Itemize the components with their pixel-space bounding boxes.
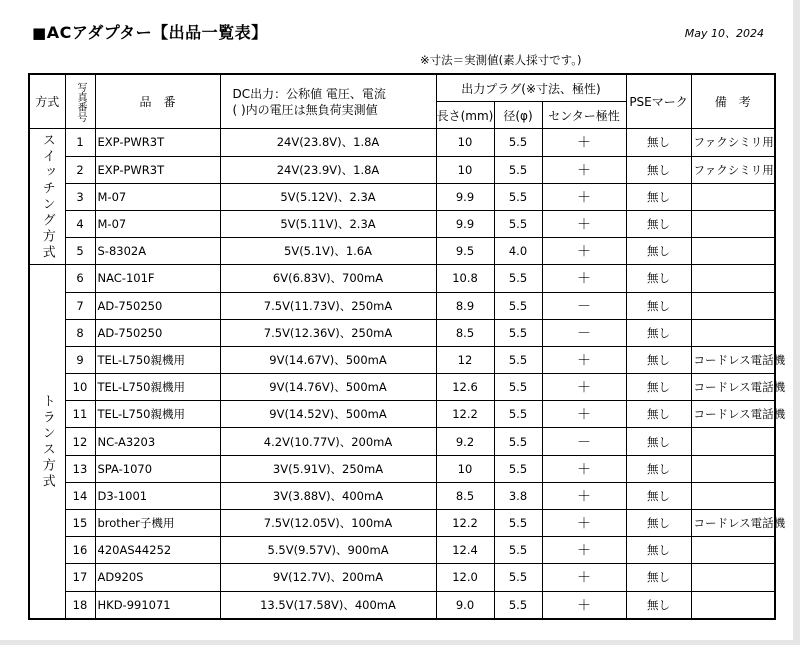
header-photo-no bbox=[65, 74, 95, 129]
table-row bbox=[29, 210, 775, 237]
cell-product: TEL-L750親機用 bbox=[95, 346, 220, 373]
cell-length: 10.8 bbox=[436, 265, 494, 292]
header-remarks: 備 考 bbox=[691, 74, 775, 129]
cell-pse: 無し bbox=[626, 537, 691, 564]
table-row bbox=[29, 455, 775, 482]
cell-polarity: ＋ bbox=[542, 401, 626, 428]
cell-remarks: ファクシミリ用 bbox=[691, 129, 775, 156]
cell-polarity: ＋ bbox=[542, 346, 626, 373]
cell-remarks: コードレス電話機 bbox=[691, 510, 775, 537]
cell-remarks bbox=[691, 210, 775, 237]
table-row bbox=[29, 482, 775, 509]
cell-diameter: 5.5 bbox=[494, 292, 542, 319]
cell-polarity: － bbox=[542, 292, 626, 319]
cell-pse: 無し bbox=[626, 564, 691, 591]
cell-remarks bbox=[691, 238, 775, 265]
cell-diameter: 5.5 bbox=[494, 346, 542, 373]
cell-length: 9.2 bbox=[436, 428, 494, 455]
cell-polarity: ＋ bbox=[542, 129, 626, 156]
header-diameter: 径(φ) bbox=[494, 102, 542, 129]
cell-remarks: コードレス電話機 bbox=[691, 346, 775, 373]
header-photo-no-text: 写真番号 bbox=[75, 81, 86, 122]
cell-remarks: コードレス電話機 bbox=[691, 374, 775, 401]
cell-length: 10 bbox=[436, 129, 494, 156]
cell-photo-no: 5 bbox=[65, 238, 95, 265]
cell-product: M-07 bbox=[95, 183, 220, 210]
cell-photo-no: 2 bbox=[65, 156, 95, 183]
cell-polarity: ＋ bbox=[542, 564, 626, 591]
cell-pse: 無し bbox=[626, 455, 691, 482]
cell-length: 12.0 bbox=[436, 564, 494, 591]
cell-photo-no: 11 bbox=[65, 401, 95, 428]
cell-dc-output: 9V(14.52V)、500mA bbox=[220, 401, 436, 428]
cell-length: 9.9 bbox=[436, 210, 494, 237]
header-dc-output bbox=[220, 74, 436, 129]
cell-polarity: ＋ bbox=[542, 455, 626, 482]
cell-length: 12.2 bbox=[436, 510, 494, 537]
cell-length: 8.5 bbox=[436, 319, 494, 346]
page-edge-right bbox=[793, 0, 800, 645]
header-product: 品 番 bbox=[95, 74, 220, 129]
cell-dc-output: 24V(23.9V)、1.8A bbox=[220, 156, 436, 183]
cell-remarks bbox=[691, 591, 775, 619]
table-row bbox=[29, 319, 775, 346]
cell-product: HKD-991071 bbox=[95, 591, 220, 619]
cell-length: 10 bbox=[436, 156, 494, 183]
title-text: ACアダプター【出品一覧表】 bbox=[46, 23, 268, 42]
header-dc-line2: ( )内の電圧は無負荷実測値 bbox=[232, 102, 378, 117]
cell-dc-output: 7.5V(12.05V)、100mA bbox=[220, 510, 436, 537]
header-pse: PSEマーク bbox=[626, 74, 691, 129]
cell-remarks bbox=[691, 564, 775, 591]
title-square-icon: ■ bbox=[32, 24, 47, 42]
cell-diameter: 5.5 bbox=[494, 319, 542, 346]
cell-product: AD-750250 bbox=[95, 292, 220, 319]
cell-diameter: 5.5 bbox=[494, 183, 542, 210]
header-plug: 出力プラグ(※寸法、極性) bbox=[436, 74, 626, 102]
cell-dc-output: 5V(5.11V)、2.3A bbox=[220, 210, 436, 237]
cell-dc-output: 7.5V(11.73V)、250mA bbox=[220, 292, 436, 319]
cell-dc-output: 24V(23.8V)、1.8A bbox=[220, 129, 436, 156]
cell-pse: 無し bbox=[626, 510, 691, 537]
cell-dc-output: 5V(5.12V)、2.3A bbox=[220, 183, 436, 210]
cell-length: 9.9 bbox=[436, 183, 494, 210]
cell-dc-output: 6V(6.83V)、700mA bbox=[220, 265, 436, 292]
cell-photo-no: 13 bbox=[65, 455, 95, 482]
cell-remarks bbox=[691, 455, 775, 482]
cell-dc-output: 9V(12.7V)、200mA bbox=[220, 564, 436, 591]
cell-photo-no: 3 bbox=[65, 183, 95, 210]
cell-pse: 無し bbox=[626, 210, 691, 237]
category-transformer bbox=[29, 265, 65, 619]
cell-photo-no: 18 bbox=[65, 591, 95, 619]
cell-remarks bbox=[691, 428, 775, 455]
header-dc-line1: DC出力：公称値 電圧、電流 bbox=[232, 86, 386, 101]
cell-length: 12.2 bbox=[436, 401, 494, 428]
table-row bbox=[29, 156, 775, 183]
cell-diameter: 5.5 bbox=[494, 510, 542, 537]
category-switching bbox=[29, 129, 65, 265]
document-date: May 10、2024 bbox=[684, 27, 764, 40]
cell-pse: 無し bbox=[626, 346, 691, 373]
adapter-table bbox=[28, 73, 786, 620]
table-body bbox=[29, 129, 786, 619]
header-method: 方式 bbox=[29, 74, 65, 129]
cell-photo-no: 6 bbox=[65, 265, 95, 292]
cell-pse: 無し bbox=[626, 591, 691, 619]
category-label: トランス方式 bbox=[39, 393, 55, 490]
page-edge-bottom bbox=[0, 640, 800, 645]
cell-polarity: － bbox=[542, 319, 626, 346]
cell-polarity: ＋ bbox=[542, 374, 626, 401]
cell-photo-no: 15 bbox=[65, 510, 95, 537]
cell-remarks bbox=[691, 292, 775, 319]
table-row bbox=[29, 591, 775, 619]
cell-polarity: ＋ bbox=[542, 510, 626, 537]
cell-dc-output: 13.5V(17.58V)、400mA bbox=[220, 591, 436, 619]
cell-product: NAC-101F bbox=[95, 265, 220, 292]
cell-diameter: 4.0 bbox=[494, 238, 542, 265]
cell-product: SPA-1070 bbox=[95, 455, 220, 482]
cell-product: EXP-PWR3T bbox=[95, 156, 220, 183]
cell-photo-no: 17 bbox=[65, 564, 95, 591]
cell-photo-no: 12 bbox=[65, 428, 95, 455]
cell-dc-output: 5.5V(9.57V)、900mA bbox=[220, 537, 436, 564]
cell-dc-output: 9V(14.67V)、500mA bbox=[220, 346, 436, 373]
header-length: 長さ(mm) bbox=[436, 102, 494, 129]
cell-length: 12 bbox=[436, 346, 494, 373]
table-row bbox=[29, 292, 775, 319]
cell-photo-no: 8 bbox=[65, 319, 95, 346]
cell-photo-no: 16 bbox=[65, 537, 95, 564]
cell-pse: 無し bbox=[626, 482, 691, 509]
cell-photo-no: 7 bbox=[65, 292, 95, 319]
cell-product: NC-A3203 bbox=[95, 428, 220, 455]
table-row bbox=[29, 428, 775, 455]
cell-photo-no: 1 bbox=[65, 129, 95, 156]
cell-polarity: ＋ bbox=[542, 156, 626, 183]
cell-remarks bbox=[691, 183, 775, 210]
cell-diameter: 5.5 bbox=[494, 591, 542, 619]
cell-product: TEL-L750親機用 bbox=[95, 374, 220, 401]
cell-polarity: ＋ bbox=[542, 591, 626, 619]
cell-diameter: 5.5 bbox=[494, 455, 542, 482]
cell-length: 12.4 bbox=[436, 537, 494, 564]
cell-pse: 無し bbox=[626, 238, 691, 265]
table-row bbox=[29, 537, 775, 564]
cell-remarks: コードレス電話機 bbox=[691, 401, 775, 428]
cell-diameter: 5.5 bbox=[494, 374, 542, 401]
cell-pse: 無し bbox=[626, 319, 691, 346]
cell-polarity: ＋ bbox=[542, 265, 626, 292]
cell-diameter: 5.5 bbox=[494, 401, 542, 428]
cell-remarks bbox=[691, 265, 775, 292]
cell-dc-output: 3V(5.91V)、250mA bbox=[220, 455, 436, 482]
cell-dc-output: 7.5V(12.36V)、250mA bbox=[220, 319, 436, 346]
cell-length: 9.0 bbox=[436, 591, 494, 619]
cell-dc-output: 4.2V(10.77V)、200mA bbox=[220, 428, 436, 455]
header-polarity: センター極性 bbox=[542, 102, 626, 129]
cell-product: M-07 bbox=[95, 210, 220, 237]
cell-diameter: 3.8 bbox=[494, 482, 542, 509]
cell-dc-output: 3V(3.88V)、400mA bbox=[220, 482, 436, 509]
cell-length: 12.6 bbox=[436, 374, 494, 401]
cell-remarks bbox=[691, 482, 775, 509]
cell-product: TEL-L750親機用 bbox=[95, 401, 220, 428]
cell-product: AD920S bbox=[95, 564, 220, 591]
cell-diameter: 5.5 bbox=[494, 129, 542, 156]
cell-product: S-8302A bbox=[95, 238, 220, 265]
cell-photo-no: 4 bbox=[65, 210, 95, 237]
cell-polarity: ＋ bbox=[542, 183, 626, 210]
cell-polarity: ＋ bbox=[542, 210, 626, 237]
cell-pse: 無し bbox=[626, 374, 691, 401]
cell-product: EXP-PWR3T bbox=[95, 129, 220, 156]
cell-diameter: 5.5 bbox=[494, 210, 542, 237]
table-row bbox=[29, 183, 775, 210]
cell-pse: 無し bbox=[626, 292, 691, 319]
cell-pse: 無し bbox=[626, 129, 691, 156]
cell-remarks: ファクシミリ用 bbox=[691, 156, 775, 183]
cell-diameter: 5.5 bbox=[494, 564, 542, 591]
cell-length: 9.5 bbox=[436, 238, 494, 265]
cell-diameter: 5.5 bbox=[494, 428, 542, 455]
cell-diameter: 5.5 bbox=[494, 156, 542, 183]
cell-diameter: 5.5 bbox=[494, 537, 542, 564]
category-label: スイッチング方式 bbox=[39, 132, 55, 261]
table-row bbox=[29, 346, 775, 373]
table-row bbox=[29, 129, 775, 156]
cell-polarity: － bbox=[542, 428, 626, 455]
cell-dc-output: 5V(5.1V)、1.6A bbox=[220, 238, 436, 265]
cell-pse: 無し bbox=[626, 401, 691, 428]
cell-photo-no: 14 bbox=[65, 482, 95, 509]
table-row bbox=[29, 401, 775, 428]
cell-length: 8.5 bbox=[436, 482, 494, 509]
table-row bbox=[29, 265, 775, 292]
table-row bbox=[29, 564, 775, 591]
cell-pse: 無し bbox=[626, 428, 691, 455]
cell-remarks bbox=[691, 537, 775, 564]
cell-product: AD-750250 bbox=[95, 319, 220, 346]
cell-product: D3-1001 bbox=[95, 482, 220, 509]
cell-photo-no: 10 bbox=[65, 374, 95, 401]
cell-polarity: ＋ bbox=[542, 238, 626, 265]
document-title bbox=[32, 20, 268, 43]
cell-remarks bbox=[691, 319, 775, 346]
cell-polarity: ＋ bbox=[542, 537, 626, 564]
cell-pse: 無し bbox=[626, 265, 691, 292]
cell-photo-no: 9 bbox=[65, 346, 95, 373]
cell-length: 10 bbox=[436, 455, 494, 482]
cell-pse: 無し bbox=[626, 156, 691, 183]
cell-length: 8.9 bbox=[436, 292, 494, 319]
cell-product: 420AS44252 bbox=[95, 537, 220, 564]
table-row bbox=[29, 238, 775, 265]
cell-pse: 無し bbox=[626, 183, 691, 210]
cell-diameter: 5.5 bbox=[494, 265, 542, 292]
cell-dc-output: 9V(14.76V)、500mA bbox=[220, 374, 436, 401]
cell-polarity: ＋ bbox=[542, 482, 626, 509]
table-row bbox=[29, 374, 775, 401]
cell-product: brother子機用 bbox=[95, 510, 220, 537]
table-row bbox=[29, 510, 775, 537]
measurement-note: ※寸法＝実測値(素人採寸です。) bbox=[420, 53, 582, 67]
